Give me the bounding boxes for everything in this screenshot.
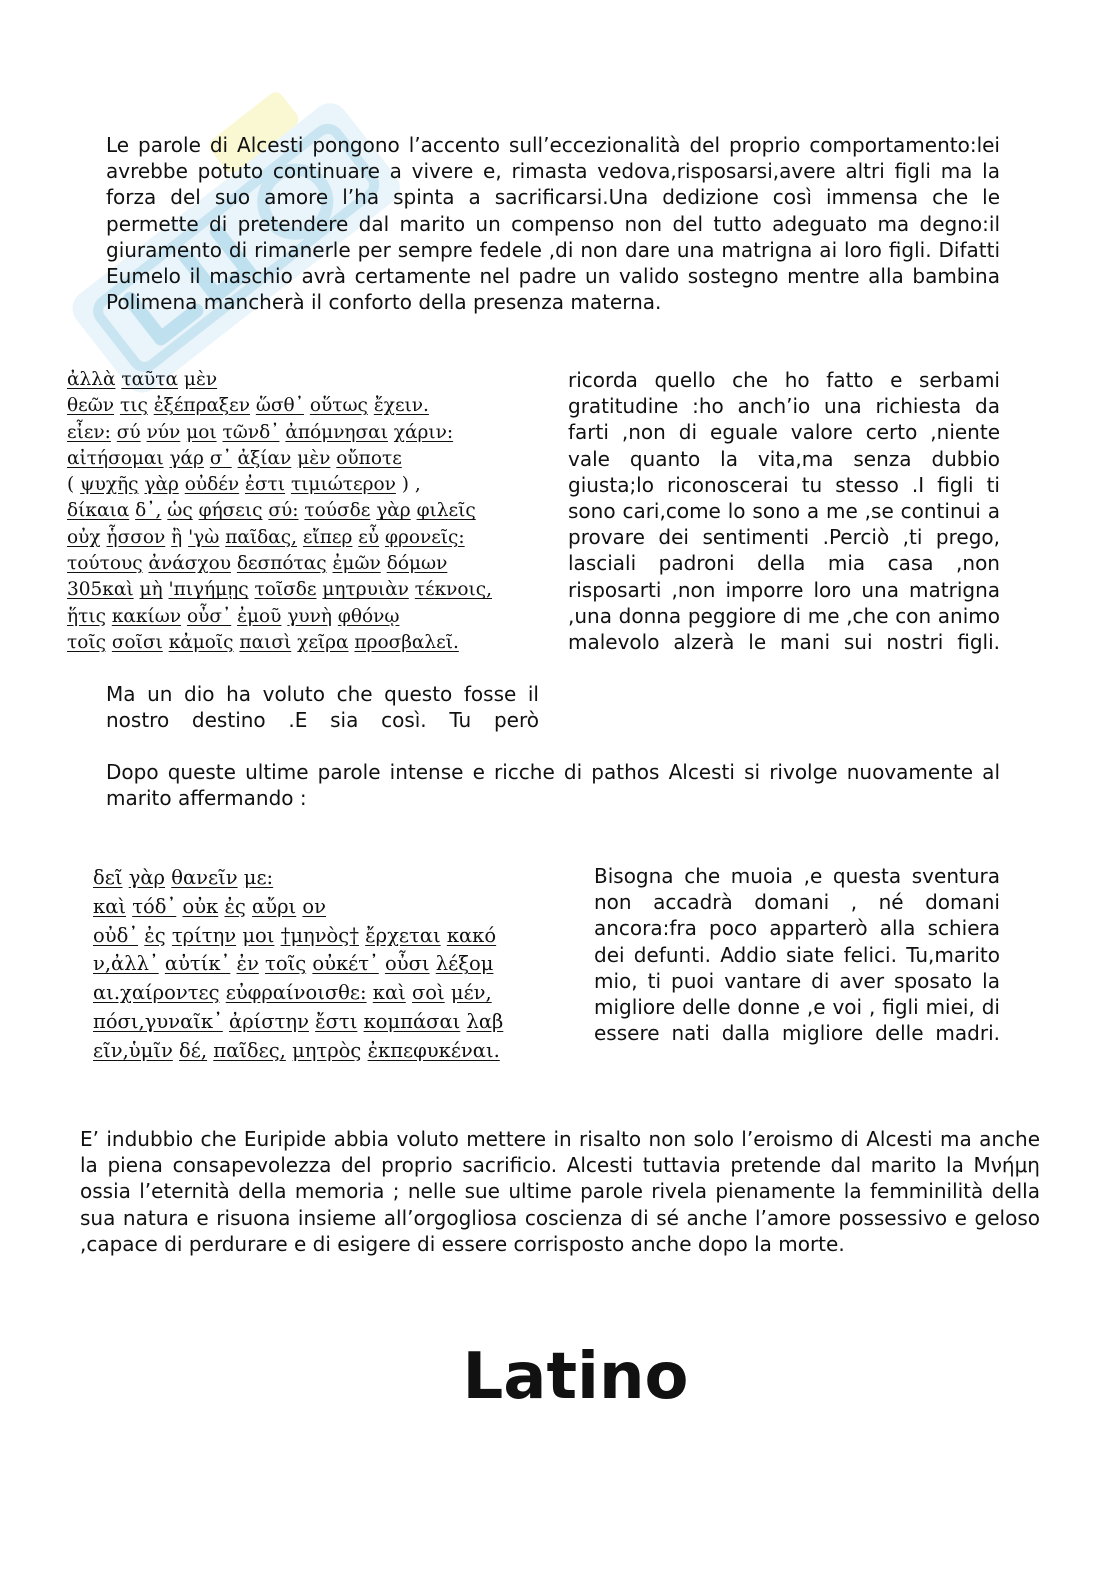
greek-word[interactable]: οὔποτε [336,447,402,469]
greek-word[interactable]: ) [401,474,409,496]
greek-word[interactable]: ἀνάσχου [148,553,231,575]
greek-word[interactable]: 'γὼ [188,526,220,548]
greek-word[interactable]: γάρ [169,447,204,469]
greek-word[interactable]: παισὶ [239,631,292,653]
greek-word[interactable]: μητρυιὰν [322,579,409,601]
greek-word[interactable]: λέξομ [435,952,494,976]
greek-word[interactable]: παῖδες, [213,1038,286,1062]
greek-word[interactable]: κομπάσαι [363,1009,461,1033]
greek-word[interactable]: τρίτην [171,923,237,947]
section-title-latino: Latino [462,1340,689,1414]
greek-word[interactable]: ταῦτα [121,369,179,390]
greek-word[interactable]: εἶεν: [67,421,111,443]
greek-line [93,1008,503,1037]
bridge-paragraph: Dopo queste ultime parole intense e ricche di pathos Alcesti si rivolge nuovamente al marito affermando : [106,760,1000,811]
translation-1-left: Ma un dio ha voluto che questo fosse il nostro destino .E sia così. Tu però [106,682,539,733]
greek-word[interactable]: θανεῖν [171,866,238,889]
greek-word[interactable]: ἢ [171,526,183,548]
greek-word[interactable]: δ᾽, [135,500,162,522]
greek-word[interactable]: τοῖς [265,952,307,976]
greek-word[interactable]: δέ, [179,1038,208,1062]
greek-word[interactable]: δεσπότας [236,553,327,575]
greek-line [67,577,492,603]
greek-word[interactable]: δεῖ [93,866,123,889]
greek-word[interactable]: τις [119,395,148,417]
greek-word[interactable]: οὐκέτ᾽ [312,952,379,976]
greek-line [67,604,492,630]
greek-word[interactable]: †μηνὸς† [280,923,359,947]
greek-word[interactable]: με: [243,866,274,889]
greek-word[interactable]: ἐκπεφυκέναι. [367,1038,500,1062]
greek-word[interactable]: σύ [116,421,141,443]
greek-word[interactable]: ν,ἀλλ᾽ [93,952,159,976]
greek-word[interactable]: εὖ [358,526,380,548]
greek-word[interactable]: πόσι,γυναῖκ᾽ [93,1009,223,1033]
greek-word[interactable]: ον [302,894,326,918]
greek-word[interactable]: ἀπόμνησαι [285,421,388,443]
greek-word[interactable]: οὕτως [309,395,368,417]
greek-word[interactable]: αἰτήσομαι [67,447,164,469]
greek-word[interactable]: τῶνδ᾽ [222,421,280,443]
greek-word[interactable]: τόδ᾽ [132,894,177,918]
greek-word[interactable]: μητρὸς [292,1038,362,1062]
greek-word[interactable]: νύν [146,421,181,443]
greek-word[interactable]: δόμων [386,553,448,575]
greek-word[interactable]: ψυχῆς [80,474,139,496]
greek-word[interactable]: οὐχ [67,526,101,548]
greek-word[interactable]: σοῖσι [111,631,163,653]
greek-word[interactable]: γυνὴ [287,605,332,627]
greek-word[interactable]: σ᾽ [209,447,232,469]
greek-word[interactable]: οὐδ᾽ [93,923,139,947]
greek-word[interactable]: κακίων [111,605,182,627]
greek-word[interactable]: κἀμοῖς [168,631,234,653]
greek-word[interactable]: ἐν [236,952,259,976]
greek-word[interactable]: θεῶν [67,395,115,417]
greek-word[interactable]: δίκαια [67,500,130,522]
greek-word[interactable]: ( [67,474,75,496]
greek-line [93,950,503,979]
greek-word[interactable]: τιμιώτερον [290,474,396,496]
greek-word[interactable]: τοῖς [67,631,106,653]
greek-word[interactable]: αὔρι [252,894,297,918]
greek-word[interactable]: ἐστι [245,474,286,496]
greek-word[interactable]: φήσεις [198,500,263,522]
greek-word[interactable]: εὐφραίνοισθε: [225,981,367,1005]
greek-line [67,630,492,656]
greek-word[interactable]: οὐκ [182,894,219,918]
greek-word[interactable]: μέν, [450,981,492,1005]
greek-word[interactable]: γὰρ [144,474,179,496]
greek-word[interactable]: ἔρχεται [365,923,441,947]
greek-word[interactable]: 305καὶ [67,579,134,601]
greek-word[interactable]: καὶ [93,894,127,918]
greek-word[interactable]: χάριν: [393,421,454,443]
greek-word[interactable]: αι.χαίροντες [93,981,220,1005]
translation-1-right: ricorda quello che ho fatto e serbami gratitudine :ho anch’io una richiesta da farti ,non di eguale valore certo ,niente vale quanto la vita,ma senza dubbio giusta;lo riconoscerai tu stesso .I figli ti sono cari,come lo sono a me ,se continui a provare dei sentimenti .Perciò ,ti prego, lasciali padroni della mia casa ,non risposarti ,non imporre loro una matrigna ,una donna peggiore di me ,che con animo malevolo alzerà le mani sui nostri figli. [568,368,1000,655]
greek-word[interactable]: ἐξέπραξεν [153,395,250,417]
greek-line [93,1037,503,1066]
greek-word[interactable]: ἐς [224,894,246,918]
greek-line [67,367,492,393]
greek-word[interactable]: ἐμοῦ [237,605,282,627]
greek-word[interactable]: φρονεῖς: [385,526,465,548]
greek-word[interactable]: τέκνοις, [414,579,493,601]
greek-word[interactable]: ἥτις [67,605,106,627]
greek-word[interactable]: τούτους [67,553,143,575]
greek-word[interactable]: οὖσ᾽ [186,605,232,627]
greek-word[interactable]: μοι [242,923,275,947]
greek-word[interactable]: χεῖρα [297,631,349,653]
greek-word[interactable]: ὡς [167,500,193,522]
greek-word[interactable]: σοὶ [412,981,445,1005]
greek-passage-1 [67,367,492,656]
greek-line [93,864,503,893]
greek-word[interactable]: μοι [186,421,217,443]
greek-word[interactable]: ὥσθ᾽ [255,395,304,417]
greek-word[interactable]: ἀρίστην [229,1009,309,1033]
greek-line [67,472,492,498]
greek-word[interactable]: παῖδας, [225,526,298,548]
greek-word[interactable]: τοῖσδε [254,579,317,601]
greek-line [67,551,492,577]
greek-word[interactable]: οὖσι [384,952,430,976]
greek-word[interactable]: ἀλλὰ [67,369,116,390]
greek-line [67,498,492,524]
greek-line [67,446,492,472]
greek-line [67,393,492,419]
greek-word[interactable]: γὰρ [376,500,411,522]
greek-line [93,893,503,922]
greek-line [93,979,503,1008]
greek-passage-2 [93,864,503,1066]
conclusion-paragraph: E’ indubbio che Euripide abbia voluto mettere in risalto non solo l’eroismo di Alcesti ma anche la piena consapevolezza del proprio sacrificio. Alcesti tuttavia pretende dal marito la Μνήμη ossia l’eternità della memoria ; nelle sue ultime parole rivela pienamente la femminilità della sua natura e risuona insieme all’orgogliosa coscienza di sé anche l’amore possessivo e geloso ,capace di perdurare e di esigere di essere corrisposto anche dopo la morte. [80,1127,1040,1256]
greek-line [67,525,492,551]
greek-word[interactable]: εἴπερ [302,526,353,548]
greek-word[interactable]: προσβαλεῖ. [354,631,459,653]
greek-word[interactable]: καὶ [372,981,406,1005]
greek-word[interactable]: μὲν [297,447,331,469]
greek-word[interactable]: μὴ [139,579,163,601]
greek-word[interactable]: ἔστι [315,1009,358,1033]
greek-word[interactable]: φιλεῖς [416,500,476,522]
greek-word[interactable]: εῖν,ὑμῖν [93,1038,173,1062]
greek-line [93,922,503,951]
greek-word[interactable]: , [414,474,421,496]
greek-word[interactable]: μὲν [183,369,218,390]
intro-paragraph: Le parole di Alcesti pongono l’accento sull’eccezionalità del proprio comportamento:lei avrebbe potuto continuare a vivere e, rimasta vedova,risposarsi,avere altri figli ma la forza del suo amore l’ha spinta a sacrificarsi.Una dedizione così immensa che le permette di pretendere dal marito un compenso non del tutto adeguato ma degno:il giuramento di rimanerle per sempre fedele ,di non dare una matrigna ai loro figli. Difatti Eumelo il maschio avrà certamente nel padre un valido sostegno mentre alla bambina Polimena mancherà il conforto della presenza materna. [106,133,1000,315]
translation-2: Bisogna che muoia ,e questa sventura non accadrà domani , né domani ancora:fra poco apparterò alla schiera dei defunti. Addio siate felici. Tu,marito mio, ti puoi vantare di aver sposato la migliore delle donne ,e voi , figli miei, di essere nati dalla migliore delle madri. [594,864,1000,1046]
greek-word[interactable]: ἐμῶν [332,553,381,575]
greek-word[interactable]: ἀξίαν [237,447,292,469]
greek-line [67,420,492,446]
greek-word[interactable]: γὰρ [128,866,165,889]
greek-word[interactable]: αὐτίκ᾽ [164,952,231,976]
greek-word[interactable]: ἧσσον [106,526,166,548]
greek-word[interactable]: ἐς [144,923,166,947]
greek-word[interactable]: κακό [446,923,497,947]
greek-word[interactable]: λαβ [466,1009,504,1033]
greek-word[interactable]: σύ: [268,500,299,522]
greek-word[interactable]: ἔχειν. [373,395,429,417]
greek-word[interactable]: οὐδέν [184,474,240,496]
greek-word[interactable]: τούσδε [304,500,371,522]
greek-word[interactable]: φθόνῳ [337,605,400,627]
greek-word[interactable]: 'πιγήμῃς [168,579,249,601]
